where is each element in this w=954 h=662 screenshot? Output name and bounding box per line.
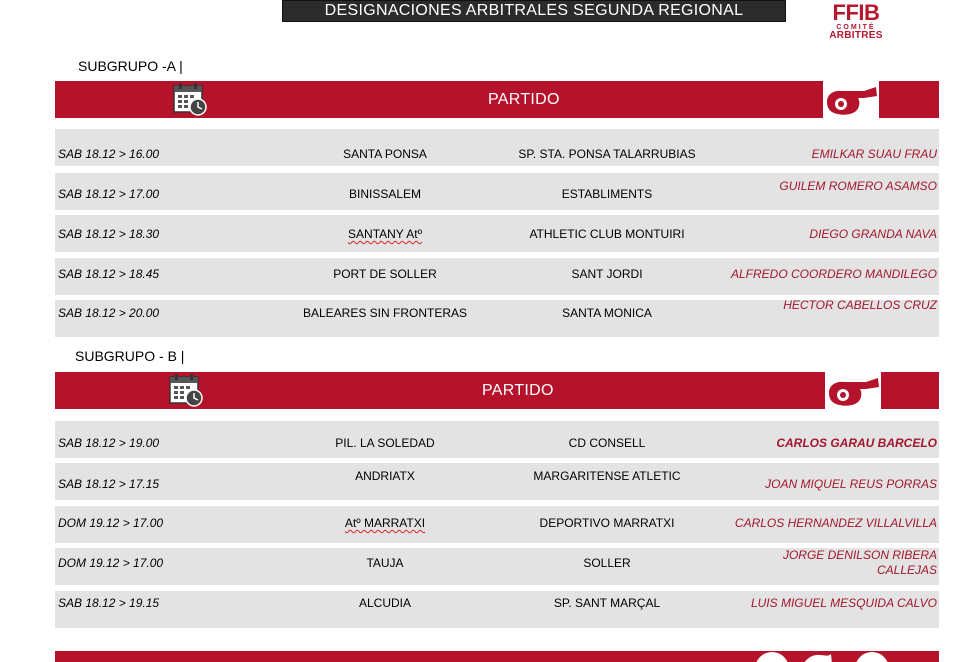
whistle-icon [826,375,880,407]
match-date: SAB 18.12 > 19.00 [58,436,160,450]
match-away-team: SANTA MONICA [562,306,652,320]
table-row [55,506,939,543]
match-away-team: ATHLETIC CLUB MONTUIRI [529,227,685,241]
match-referee: DIEGO GRANDA NAVA [809,227,937,241]
match-date: SAB 18.12 > 17.00 [58,187,160,201]
match-date: SAB 18.12 > 16.00 [58,147,160,161]
match-date: SAB 18.12 > 19.15 [58,596,160,610]
match-home-team: BINISSALEM [348,187,422,201]
table-row [55,548,939,585]
match-home-team: PORT DE SOLLER [333,267,437,281]
table-row [55,421,939,458]
match-referee: EMILKAR SUAU FRAU [811,147,937,161]
calendar-clock-icon [173,83,207,116]
match-away-team: CD CONSELL [568,436,646,450]
table-row [55,300,939,337]
match-home-team: Atº MARRATXI [344,516,426,530]
match-away-team: SP. STA. PONSA TALARRUBIAS [518,147,696,161]
match-away-team: MARGARITENSE ATLETIC [533,469,681,483]
table-row [55,258,939,295]
match-date: SAB 18.12 > 20.00 [58,306,160,320]
match-referee: CARLOS GARAU BARCELO [776,436,937,450]
match-home-team: SANTA PONSA [343,147,427,161]
ffib-logo [826,2,886,46]
column-header-partido: PARTIDO [482,381,554,399]
subgroup-b-label: SUBGRUPO - B | [75,348,185,364]
match-referee: ALFREDO COORDERO MANDILEGO [730,267,937,281]
match-referee: GUILEM ROMERO ASAMSO [779,179,937,193]
match-home-team: TAUJA [366,556,404,570]
whistle-icon [824,84,878,116]
column-header-partido: PARTIDO [488,90,560,108]
twitter-icon[interactable] [800,652,834,662]
facebook-icon[interactable] [755,652,789,662]
match-referee: LUIS MIGUEL MESQUIDA CALVO [750,596,937,610]
match-date: SAB 18.12 > 18.45 [58,267,160,281]
whistle-box [825,372,881,409]
logo-sub-text: COMITÉ [836,24,876,31]
table-row [55,215,939,252]
match-home-team: SANTANY Atº [348,227,422,241]
table-row [55,463,939,500]
footer-bar [55,651,939,662]
match-date: DOM 19.12 > 17.00 [58,516,164,530]
table-row [55,129,939,166]
match-home-team: ANDRIATX [355,469,415,483]
table-row [55,591,939,628]
logo-sub2-text: ARBITRES [829,30,883,41]
match-referee: HECTOR CABELLOS CRUZ [783,298,937,312]
match-away-team: ESTABLIMENTS [561,187,653,201]
subgroup-a-label: SUBGRUPO -A | [78,58,183,74]
match-date: SAB 18.12 > 18.30 [58,227,160,241]
instagram-icon[interactable] [855,652,889,662]
match-date: DOM 19.12 > 17.00 [58,556,164,570]
match-referee: CARLOS HERNANDEZ VILLALVILLA [734,516,937,530]
match-home-team: PIL. LA SOLEDAD [335,436,435,450]
subgroup-b-header [55,372,939,409]
match-referee: JOAN MIQUEL REUS PORRAS [765,477,937,491]
match-home-team: ALCUDIA [358,596,411,610]
match-date: SAB 18.12 > 17.15 [58,477,160,491]
match-away-team: SP. SANT MARÇAL [553,596,661,610]
logo-main-text: FFIB [832,0,880,25]
whistle-box [823,81,879,118]
table-row [55,173,939,210]
page-title: DESIGNACIONES ARBITRALES SEGUNDA REGIONAL [282,0,786,22]
match-away-team: DEPORTIVO MARRATXI [539,516,675,530]
subgroup-a-header [55,81,939,118]
match-away-team: SOLLER [583,556,631,570]
match-home-team: BALEARES SIN FRONTERAS [302,306,468,320]
match-away-team: SANT JORDI [571,267,643,281]
match-referee: JORGE DENILSON RIBERA CALLEJAS [782,548,937,577]
calendar-clock-icon [169,374,203,407]
